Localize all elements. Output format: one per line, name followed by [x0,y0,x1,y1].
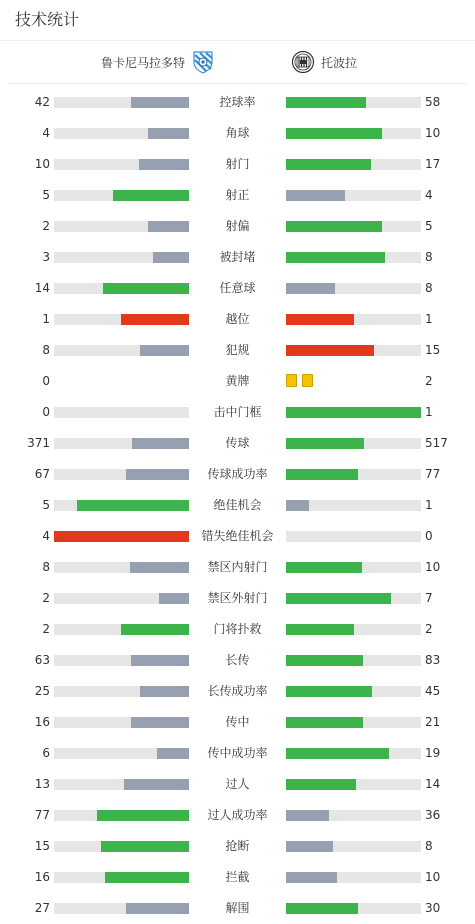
away-bar-track [286,810,421,821]
home-value: 371 [27,436,50,450]
home-bar-fill [121,314,189,325]
home-value: 6 [42,746,50,760]
stat-label: 长传成功率 [207,684,268,698]
away-value: 10 [425,126,441,140]
stat-label: 越位 [225,312,250,326]
away-value: 4 [425,188,433,202]
home-bar-fill [132,438,189,449]
home-bar-track [54,438,189,449]
stat-label: 错失绝佳机会 [201,529,274,543]
home-bar-track [54,500,189,511]
home-bar-track [54,810,189,821]
home-value: 4 [42,126,50,140]
home-bar-fill [113,190,189,201]
away-bar-fill [286,872,337,883]
stat-row [0,583,475,614]
stat-label: 击中门框 [213,405,262,419]
home-value: 77 [34,808,50,822]
away-bar-fill [286,97,366,108]
home-team[interactable] [101,49,215,75]
home-value: 16 [34,870,50,884]
away-bar-track [286,624,421,635]
home-bar-track [54,283,189,294]
home-bar-track [54,190,189,201]
home-value: 1 [42,312,50,326]
away-value: 83 [425,653,441,667]
home-bar-fill [131,97,189,108]
away-value: 1 [425,405,433,419]
away-bar-fill [286,500,309,511]
away-value: 2 [425,622,433,636]
away-bar-track [286,190,421,201]
home-bar-track [54,686,189,697]
away-value: 10 [425,870,441,884]
away-value: 14 [425,777,441,791]
home-value: 13 [34,777,50,791]
home-bar-fill [105,872,189,883]
home-bar-track [54,748,189,759]
section-title: 技术统计 [0,0,475,41]
teams-header [8,41,467,84]
away-bar-track [286,655,421,666]
away-bar-fill [286,128,382,139]
stat-label: 门将扑救 [213,622,262,636]
home-value: 2 [42,622,50,636]
home-bar-fill [101,841,189,852]
home-bar-fill [103,283,189,294]
home-value: 14 [34,281,50,295]
home-value: 67 [34,467,50,481]
away-team-name: 托波拉 [321,55,358,70]
home-bar-track [54,841,189,852]
stat-row [0,490,475,521]
stat-label: 禁区外射门 [207,591,268,605]
stat-row [0,304,475,335]
away-bar-fill [286,779,356,790]
away-bar-fill [286,407,421,418]
away-bar-track [286,686,421,697]
stat-label: 控球率 [219,95,256,109]
home-bar-fill [159,593,189,604]
away-bar-track [286,438,421,449]
away-bar-track [286,159,421,170]
home-bar-fill [126,469,189,480]
away-bar-track [286,531,421,542]
away-bar-track [286,314,421,325]
away-value: 1 [425,312,433,326]
away-bar-fill [286,159,371,170]
home-value: 27 [34,901,50,915]
home-value: 8 [42,560,50,574]
home-value: 5 [42,188,50,202]
home-bar-track [54,562,189,573]
away-bar-fill [286,469,358,480]
home-bar-track [54,221,189,232]
away-bar-fill [286,841,333,852]
stat-row [0,149,475,180]
stat-label: 任意球 [219,281,256,295]
away-value: 8 [425,281,433,295]
home-bar-fill [148,221,189,232]
stat-row [0,831,475,862]
stat-row [0,242,475,273]
away-bar-fill [286,438,364,449]
stat-row [0,862,475,893]
home-bar-track [54,872,189,883]
away-bar-fill [286,903,358,914]
away-value: 77 [425,467,441,481]
home-value: 0 [42,405,50,419]
home-bar-track [54,903,189,914]
home-bar-fill [130,562,189,573]
away-value: 517 [425,436,448,450]
away-bar-track [286,128,421,139]
home-bar-fill [148,128,189,139]
home-team-logo-icon [191,50,215,74]
away-value: 21 [425,715,441,729]
away-value: 30 [425,901,441,915]
home-bar-track [54,593,189,604]
away-value: 8 [425,839,433,853]
home-bar-fill [140,345,189,356]
home-bar-fill [124,779,189,790]
home-value: 4 [42,529,50,543]
yellow-card-icon [302,374,313,387]
home-bar-fill [157,748,189,759]
away-bar-track [286,469,421,480]
away-bar-track [286,748,421,759]
home-bar-track [54,345,189,356]
home-bar-fill [126,903,189,914]
away-bar-fill [286,655,363,666]
yellow-card-icon [286,374,297,387]
away-bar-track [286,841,421,852]
home-value: 42 [34,95,50,109]
home-bar-track [54,655,189,666]
away-bar-track [286,283,421,294]
away-bar-track [286,717,421,728]
stat-label: 传中 [225,715,250,729]
stat-row [0,87,475,118]
stat-label: 犯规 [225,343,250,357]
stat-label: 被封堵 [219,250,256,264]
home-value: 25 [34,684,50,698]
away-bar-track [286,562,421,573]
stat-label: 传球成功率 [207,467,268,481]
home-team-name: 鲁卡尼马拉多特 [100,55,185,70]
stat-row [0,738,475,769]
away-bar-track [286,221,421,232]
away-value: 17 [425,157,441,171]
home-bar-fill [97,810,189,821]
stat-row [0,614,475,645]
home-bar-track [54,252,189,263]
away-bar-track [286,903,421,914]
stat-row [0,180,475,211]
away-bar-track [286,252,421,263]
away-value: 2 [425,374,433,388]
home-value: 63 [34,653,50,667]
yellow-cards [286,374,318,387]
away-bar-fill [286,686,372,697]
away-bar-track [286,593,421,604]
stat-label: 传球 [225,436,250,450]
stat-row [0,211,475,242]
away-bar-track [286,779,421,790]
away-bar-fill [286,593,391,604]
stat-row [0,707,475,738]
stat-row [0,645,475,676]
stat-row [0,521,475,552]
away-bar-fill [286,252,385,263]
home-bar-fill [77,500,189,511]
stat-label: 传中成功率 [207,746,268,760]
stat-row [0,800,475,831]
home-value: 8 [42,343,50,357]
stat-row [0,366,475,397]
away-bar-fill [286,562,362,573]
home-bar-track [54,779,189,790]
stat-label: 过人成功率 [207,808,268,822]
home-bar-track [54,159,189,170]
home-value: 0 [42,374,50,388]
home-bar-track [54,128,189,139]
stat-row [0,769,475,800]
away-value: 58 [425,95,441,109]
away-bar-fill [286,717,363,728]
away-value: 5 [425,219,433,233]
stat-label: 抢断 [225,839,250,853]
home-bar-track [54,531,189,542]
away-bar-fill [286,748,389,759]
away-bar-track [286,97,421,108]
stat-label: 角球 [225,126,250,140]
stat-label: 禁区内射门 [207,560,268,574]
home-bar-fill [131,717,189,728]
home-bar-track [54,407,189,418]
away-value: 10 [425,560,441,574]
home-value: 3 [42,250,50,264]
away-bar-fill [286,221,382,232]
home-bar-track [54,97,189,108]
away-value: 1 [425,498,433,512]
stat-row [0,273,475,304]
stat-row [0,459,475,490]
stat-label: 绝佳机会 [213,498,262,512]
away-bar-fill [286,283,335,294]
away-value: 8 [425,250,433,264]
home-value: 5 [42,498,50,512]
stat-label: 黄牌 [225,374,250,388]
home-bar-fill [139,159,189,170]
away-bar-track [286,345,421,356]
home-bar-fill [131,655,189,666]
stat-row [0,397,475,428]
away-value: 36 [425,808,441,822]
away-bar-track [286,872,421,883]
home-bar-track [54,469,189,480]
stat-label: 射门 [225,157,250,171]
stat-label: 解围 [225,901,250,915]
away-bar-fill [286,314,354,325]
stat-label: 拦截 [225,870,250,884]
stat-row [0,893,475,924]
away-value: 19 [425,746,441,760]
away-team-logo-icon [291,50,315,74]
home-bar-fill [54,531,189,542]
away-bar-fill [286,810,329,821]
home-value: 10 [34,157,50,171]
stat-row [0,676,475,707]
stat-label: 过人 [225,777,250,791]
away-bar-track [286,500,421,511]
away-value: 15 [425,343,441,357]
home-bar-track [54,624,189,635]
home-value: 15 [34,839,50,853]
stat-label: 射偏 [225,219,250,233]
away-value: 0 [425,529,433,543]
stat-row [0,335,475,366]
home-value: 2 [42,219,50,233]
home-bar-track [54,717,189,728]
home-value: 2 [42,591,50,605]
home-bar-track [54,314,189,325]
away-bar-fill [286,190,345,201]
away-bar-fill [286,624,354,635]
stat-row [0,118,475,149]
away-bar-fill [286,345,374,356]
stat-row [0,428,475,459]
home-value: 16 [34,715,50,729]
home-bar-fill [140,686,189,697]
home-bar-fill [153,252,189,263]
away-bar-track [286,407,421,418]
stat-label: 射正 [225,188,250,202]
away-value: 45 [425,684,441,698]
away-value: 7 [425,591,433,605]
home-bar-fill [121,624,189,635]
away-team[interactable] [291,49,357,75]
stat-label: 长传 [225,653,250,667]
stat-row [0,552,475,583]
